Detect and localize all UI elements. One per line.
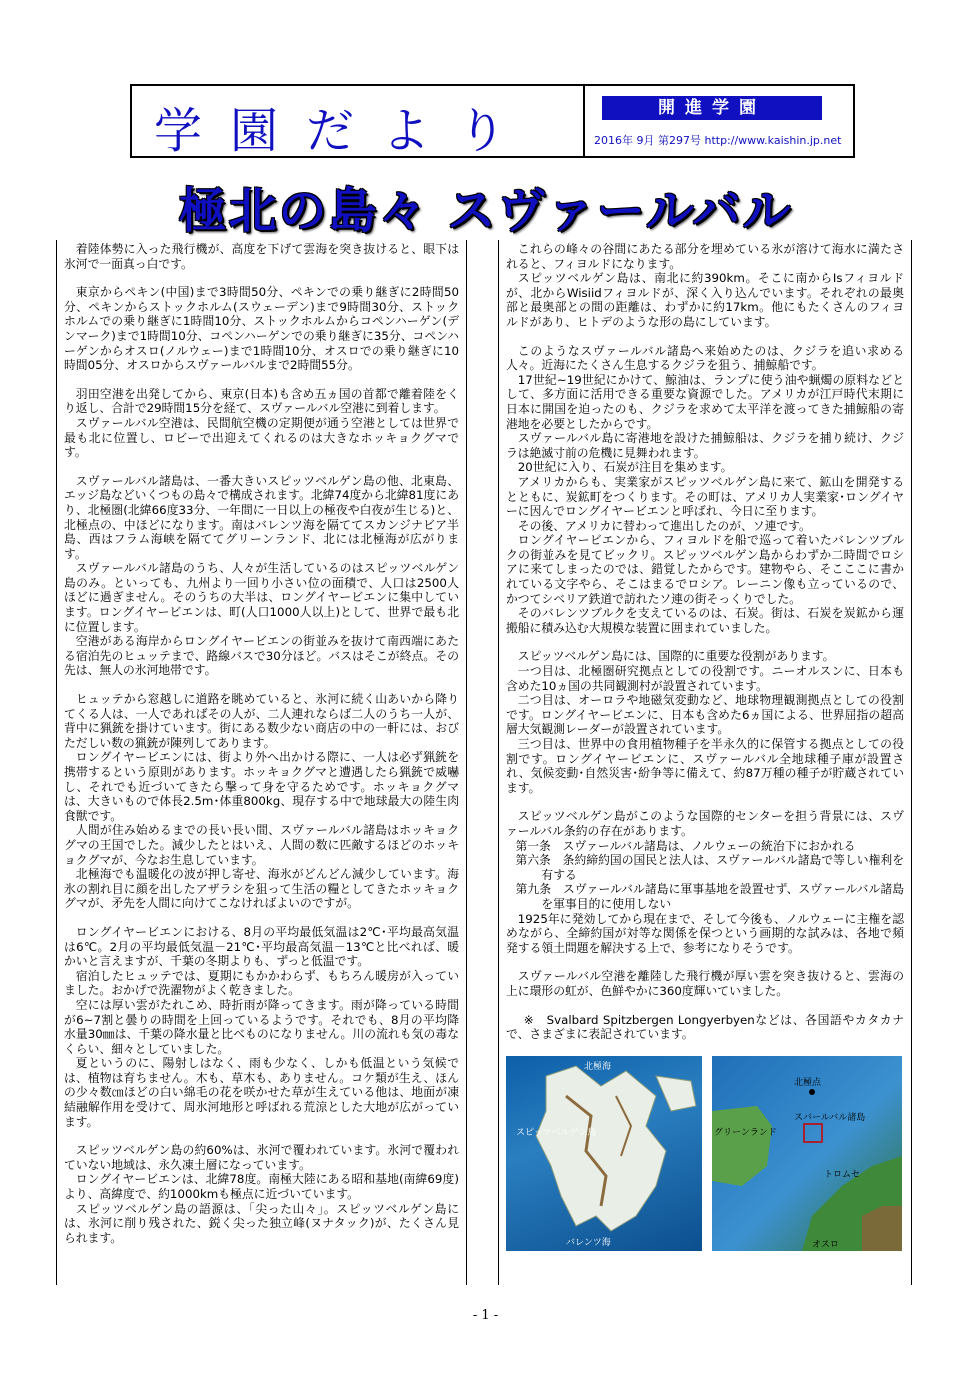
paragraph: 17世紀~19世紀にかけて、鯨油は、ランプに使う油や蝋燭の原料などとして、多方面に活用できる重要な資源でした。アメリカが江戸時代末期に日本に開国を迫ったのも、クジラを求めて太平洋を渡ってきた捕鯨船の寄港地を必要としたからです。 — [506, 372, 904, 431]
paragraph: ロングイヤービエンには、街より外へ出かける際に、一人は必ず猟銃を携帯するという原則があります。ホッキョクグマと遭遇したら猟銃で威嚇し、それでも近づいてきたら撃って身を守るためです。ホッキョクグマは、大きいもので体長2.5m･体重800kg、現存する中で地球最大の陸生肉食獣です。 — [64, 750, 459, 823]
map2-label-4: オスロ — [812, 1239, 839, 1250]
map2-label-1: スバールバル諸島 — [794, 1112, 866, 1123]
paragraph: 空港がある海岸からロングイヤービエンの街並みを抜けて南西端にあたる宿泊先のヒュッテまで、路線バスで30分ほど。バスはそこが終点。その先は、無人の氷河地帯です。 — [64, 634, 459, 678]
map2-label-3: トロムセ — [824, 1169, 861, 1180]
masthead-title: 学園だより — [154, 103, 535, 159]
map2-label-0: 北極点 — [794, 1077, 822, 1088]
masthead — [130, 84, 855, 158]
paragraph: 二つ目は、オーロラや地磁気変動など、地球物理観測拠点としての役割です。ロングイヤービエンに、日本も含めた6ヵ国による、世界屈指の超高層大気観測レーダーが設置されています。 — [506, 693, 904, 737]
school-name: 開進学園 — [602, 96, 822, 120]
paragraph: 一つ目は、北極圏研究拠点としての役割です。ニーオルスンに、日本も含めた10ヵ国の共同観測村が設置されています。 — [506, 664, 904, 693]
paragraph: 20世紀に入り、石炭が注目を集めます。 — [517, 460, 733, 475]
paragraph: 人間が住み始めるまでの長い長い間、スヴァールバル諸島はホッキョクグマの王国でした。減少したとはいえ、人間の数に匹敵するほどのホッキョクグマが、今なお生息しています。 — [64, 823, 459, 867]
headline: 極北の島々 スヴァールバル — [178, 183, 793, 239]
paragraph: スピッツベルゲン島の語源は、「尖った山々」。スピッツベルゲン島には、氷河に削り残された、鋭く尖った独立峰(ヌナタック)が、たくさん見られます。 — [64, 1201, 459, 1245]
map2-label-2: グリーンランド — [714, 1127, 777, 1138]
paragraph: スピッツベルゲン島がこのような国際的センターを担う背景には、スヴァールバル条約の存在があります。 — [506, 809, 904, 838]
paragraph: ロングイヤービエンは、北緯78度。南極大陸にある昭和基地(南緯69度)より、高緯度で、約1000kmも極点に近づいています。 — [64, 1172, 459, 1202]
paragraph: スヴァールバル空港を離陸した飛行機が厚い雲を突き抜けると、雲海の上に環形の虹が、色鮮やかに360度輝いていました。 — [506, 969, 904, 998]
paragraph: ロングイヤービエンにおける、8月の平均最低気温は2℃･平均最高気温は6℃。2月の平均最低気温－21℃･平均最高気温－13℃と比べれば、暖かいと言えますが、千葉の冬期よりも、ずっと低温です。 — [64, 924, 459, 969]
paragraph: 東京からペキン(中国)まで3時間50分、ペキンでの乗り継ぎに2時間50分、ペキンからストックホルム(スウェーデン)まで9時間30分、ストックホルムでの乗り継ぎに1時間10分、ストックホルムからコペンハーゲン(デンマーク)まで1時間10分、コペンハーゲンでの乗り継ぎに35分、コペンハーゲンからオスロ(ノルウェー)まで1時間10分、オスロでの乗り継ぎに10時間05分、オスロからスヴァールバルまで2時間55分。 — [64, 285, 459, 373]
right-column — [498, 240, 912, 1285]
paragraph: スヴァールバル空港は、民間航空機の定期便が通う空港としては世界で最も北に位置し、ロビーで出迎えてくれるのは大きなホッキョクグマです。 — [64, 415, 459, 460]
paragraph: このようなスヴァールバル諸島へ来始めたのは、クジラを追い求める人々。近海にたくさん生息するクジラを狙う、捕鯨船です。 — [506, 343, 904, 373]
map1-label-2: バレンツ海 — [566, 1237, 611, 1248]
paragraph: 着陸体勢に入った飛行機が、高度を下げて雲海を突き抜けると、眼下は氷河で一面真っ白です。 — [64, 242, 459, 271]
paragraph: 北極海でも温暖化の波が押し寄せ、海氷がどんどん減少しています。海氷の割れ目に顔を出したアザラシを狙って生活の糧としてきたホッキョクグマが、矛先を人間に向けてこなければよいのですが。 — [64, 867, 459, 911]
paragraph: スヴァールバル諸島は、一番大きいスピッツベルゲン島の他、北東島、エッジ島などいくつもの島々で構成されます。北緯74度から北緯81度にあり、北極圏(北緯66度33分、一年間に一日以上の極夜や白夜が生じる)と、北極点の、中ほどになります。南はバレンツ海を隔ててスカンジナビア半島、西はフラム海峡を隔ててグリーンランド、北には北極海が広がります。 — [64, 473, 459, 561]
paragraph: 宿泊したヒュッテでは、夏期にもかかわらず、もちろん暖房が入っていました。おかげで洗濯物がよく乾きました。 — [64, 968, 459, 998]
paragraph: そのバレンツブルクを支えているのは、石炭。街は、石炭を炭鉱から運搬船に積み込む大規模な装置に囲まれていました。 — [506, 606, 904, 635]
paragraph: その後、アメリカに替わって進出したのが、ソ連です。 — [517, 518, 811, 533]
paragraph: ロングイヤービエンから、フィヨルドを船で巡って着いたバレンツブルクの街並みを見てビックリ。スピッツベルゲン島からわずか二時間でロシアに来てしまったのでは、錯覚したからです。建物やら、そこここに書かれている文字やら、そこはまるでロシア。レーニン像も立っているので、かつてシベリア鉄道で訪れたソ連の街そっくりでした。 — [506, 533, 904, 606]
map1-label-0: 北極海 — [584, 1061, 612, 1072]
right-column-text — [506, 242, 904, 999]
spitsbergen-map — [506, 1056, 702, 1251]
paragraph: スピッツベルゲン島は、南北に約390km。そこに南からIsフィヨルドが、北からWisiidフィヨルドが、深く入り込んでいます。それぞれの最奥部と最奥部との間の距離は、わずかに約17km。他にもたくさんのフィヨルドがあり、ヒトデのような形の島にしています。 — [506, 271, 904, 329]
masthead-title-box — [132, 86, 585, 159]
paragraph: 夏というのに、陽射しはなく、雨も少なく、しかも低温という気候では、植物は育ちません。木も、草木も、ありません。コケ類が生え、ほんの少々数㎝ほどの白い綿毛の花を咲かせた草が生えている他は、地面が凍結融解作用を受けて、周氷河地形と呼ばれる荒涼とした大地が広がっています。 — [64, 1056, 459, 1129]
paragraph: スヴァールバル島に寄港地を設けた捕鯨船は、クジラを捕り続け、クジラは絶滅寸前の危機に見舞われます。 — [506, 431, 904, 460]
paragraph: 第一条 スヴァールバル諸島は、ノルウェーの統治下におかれる — [515, 838, 856, 853]
paragraph: スヴァールバル諸島のうち、人々が生活しているのはスピッツベルゲン島のみ。といっても、九州より一回り小さい位の面積で、人口は2500人ほどに過ぎません。そのうちの大半は、ロングイヤービエンに集中しています。ロングイヤービエンは、町(人口1000人以上)として、世界で最も北に位置します。 — [64, 561, 459, 634]
paragraph: スピッツベルゲン島の約60%は、氷河で覆われています。氷河で覆われていない地域は、永久凍土層になっています。 — [64, 1143, 459, 1172]
paragraph: ヒュッテから窓越しに道路を眺めていると、氷河に続く山あいから降りてくる人は、一人であればその人が、二人連れならば二人のうち一人が、背中に猟銃を掛けています。街にある数少ない商店の中の一軒には、おびただしい数の猟銃が陳列してあります。 — [64, 692, 459, 750]
paragraph: 空には厚い雲がたれこめ、時折雨が降ってきます。雨が降っている時間が6~7割と曇りの時間を上回っているようです。それでも、8月の平均降水量30㎜は、千葉の降水量と比べものになりません。川の流れも気の毒なくらい、細々としていました。 — [64, 997, 459, 1056]
arctic-map — [712, 1056, 902, 1251]
paragraph: 第九条 スヴァールバル諸島に軍事基地を設置せず、スヴァールバル諸島を軍事目的に使用しない — [515, 882, 904, 911]
maps — [506, 1056, 904, 1251]
paragraph: 羽田空港を出発してから、東京(日本)も含め五ヵ国の首都で離着陸をくり返し、合計で29時間15分を経て、スヴァールバル空港に到着します。 — [64, 386, 459, 416]
spitsbergen-map-graphic — [506, 1056, 702, 1251]
map1-label-1: スピッツベルゲン島 — [516, 1127, 597, 1138]
paragraph: アメリカからも、実業家がスピッツベルゲン島に来て、鉱山を開発するとともに、炭鉱町をつくります。その町は、アメリカ人実業家･ロングイヤーに因んでロングイヤービエンと呼ばれ、今日に至ります。 — [506, 474, 904, 519]
paragraph: スピッツベルゲン島には、国際的に重要な役割があります。 — [517, 649, 835, 664]
issue-info: 2016年 9月 第297号 http://www.kaishin.jp.net — [594, 134, 842, 147]
page-number: - 1 - — [472, 1308, 499, 1323]
left-column — [56, 240, 467, 1285]
note: ※ Svalbard Spitzbergen Longyerbyenなどは、各国語やカタカナで、さまざまに表記されています。 — [506, 1012, 904, 1042]
paragraph: 1925年に発効してから現在まで、そして今後も、ノルウェーに主権を認めながら、全締約国が対等な関係を保つという画期的な試みは、各地で頻発する領土問題を解決する上で、参考になりそうです。 — [506, 911, 904, 955]
paragraph: 第六条 条約締約国の国民と法人は、スヴァールバル諸島で等しい権利を有する — [515, 853, 904, 882]
paragraph: 三つ目は、世界中の食用植物種子を半永久的に保管する拠点としての役割です。ロングイヤービエンに、スヴァールバル全地球種子庫が設置され、気候変動･自然災害･紛争等に備えて、約87万種の種子が貯蔵されています。 — [506, 737, 904, 795]
paragraph: これらの峰々の谷間にあたる部分を埋めている氷が溶けて海水に満たされると、フィヨルドになります。 — [506, 242, 904, 271]
